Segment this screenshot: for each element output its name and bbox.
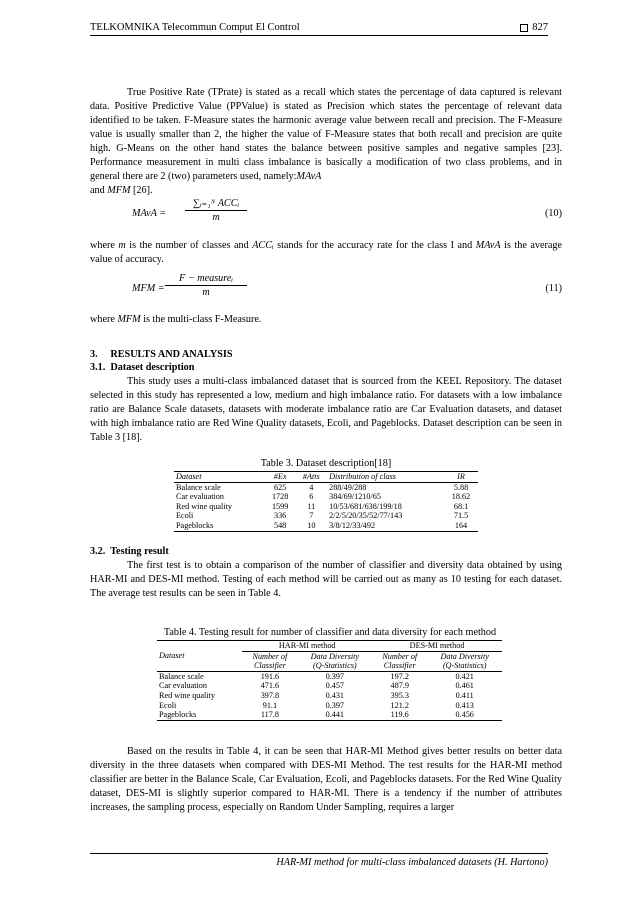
table-cell: 397.8 — [260, 690, 280, 700]
table-cell: 395.3 — [390, 690, 409, 700]
equation-10-fraction: ∑ᵢ₌₁ᴺ ACCᵢ m — [185, 198, 247, 223]
table-cell: 10 — [296, 521, 328, 531]
table-3-header-cell: #Ex — [265, 472, 296, 483]
table-cell: 197.2 — [390, 671, 409, 681]
equation-11-lhs: MFM = — [132, 283, 165, 294]
table-row — [174, 492, 478, 502]
table-3-header-cell: Distribution of class — [327, 472, 444, 483]
table-row — [174, 482, 478, 492]
table-cell: Balance scale — [176, 482, 221, 492]
table-cell: 0.456 — [427, 710, 502, 720]
table-cell: 11 — [307, 501, 316, 511]
table-cell: Ecoli — [159, 700, 177, 710]
paragraph-where-acc: where m is the number of classes and ACCᵢ stands for the accuracy rate for the class I and MAvA is the average value of accuracy. — [90, 240, 563, 265]
table-row — [157, 691, 502, 701]
table-cell: 7 — [309, 511, 314, 521]
table-4-group-header: HAR-MI method — [242, 641, 372, 652]
paragraph-testing-result: The first test is to obtain a comparison of the number of classifier and diversity data obtained by using HAR-MI and DES-MI method. Testing of each method will be carried out as many as 10 testing for each dataset. The average test results can be seen in Table 4. — [90, 560, 562, 599]
subsection-heading-dataset: 3.1. Dataset description — [90, 362, 195, 373]
table-cell: 0.421 — [455, 671, 474, 681]
subsection-heading-testing: 3.2. Testing result — [90, 546, 169, 557]
table-cell: 0.461 — [455, 681, 474, 691]
table-cell: Car evaluation — [159, 681, 207, 691]
equation-10-lhs: MAvA = — [132, 208, 167, 219]
table-cell: 191.6 — [260, 671, 280, 681]
table-row — [157, 701, 502, 711]
table-cell: Red wine quality — [176, 501, 232, 511]
table-row — [157, 681, 502, 691]
table-cell: 548 — [265, 521, 296, 531]
table-cell: 117.8 — [242, 710, 297, 720]
table-cell: 2/2/5/20/35/52/77/143 — [329, 511, 403, 521]
table-cell: 10/53/681/638/199/18 — [329, 501, 402, 511]
table-4-subheader-cell: Data Diversity — [310, 651, 360, 661]
table-cell: Red wine quality — [159, 690, 215, 700]
table-3-header-row — [174, 472, 478, 483]
table-cell: 18.62 — [451, 492, 471, 502]
table-cell: Pageblocks — [157, 710, 242, 720]
table-4-caption: Table 4. Testing result for number of classifier and data diversity for each method — [163, 627, 497, 638]
table-3 — [174, 471, 478, 532]
table-4-subheader-cell: (Q-Statistics) — [427, 661, 502, 671]
table-row — [174, 502, 478, 512]
table-3-header-cell: Dataset — [174, 472, 265, 483]
table-row — [174, 521, 478, 531]
table-cell: 0.397 — [325, 671, 345, 681]
table-4-subheader-cell: (Q-Statistics) — [298, 661, 373, 671]
table-cell: 336 — [273, 511, 287, 521]
table-row — [157, 710, 502, 720]
table-cell: 0.397 — [325, 700, 345, 710]
table-4-group-header: DES-MI method — [372, 641, 502, 652]
table-3-header-cell: IR — [444, 472, 478, 483]
paragraph-dataset-description: This study uses a multi-class imbalanced dataset that is sourced from the KEEL Repository. The dataset selected in this study has represented a low, medium and high imbalance ratio. For datasets with a low imbalance ratio are Balance Scale datasets, datasets with moderate imbalance ratio are Car Evaluation datasets, and dataset with high imbalance ratio are Red Wine Quality datasets, Ecoli, and Pageblocks. Dataset description can be seen in Table 3 [18]. — [90, 376, 562, 443]
table-cell: 487.9 — [390, 681, 409, 691]
table-cell: 68.1 — [453, 501, 469, 511]
page-number-group — [520, 22, 548, 33]
paragraph-metrics: True Positive Rate (TPrate) is stated as a recall which states the percentage of data captured is relevant data. Positive Predictive Value (PPValue) is stated as Precision which states the percentage of relevant data identified to be taken. F-Measure states the harmonic average value between recall and precision. The F-Measure value is usually smaller than 2, the higher the value of F-Measure states that both recall and precision are quite high. G-Means on the other hand states the balance between positive samples and negative samples [23]. Performance measurement in multi class imbalance is basically a modification of two class problems, and in general there are 2 (two) parameters used, namely:MAvA and MFM [26]. — [90, 87, 562, 196]
table-cell: 288/49/288 — [329, 482, 367, 492]
table-cell: 119.6 — [372, 710, 427, 720]
table-cell: 71.5 — [453, 511, 469, 521]
table-cell: 5.88 — [453, 482, 469, 492]
table-4-dataset-header: Dataset — [157, 641, 242, 672]
journal-name: TELKOMNIKA Telecommun Comput El Control — [90, 22, 300, 33]
table-4 — [157, 640, 502, 721]
table-4-subheader-cell: Number of — [252, 651, 288, 661]
table-cell: 121.2 — [390, 700, 409, 710]
table-cell: 0.431 — [325, 690, 345, 700]
table-cell: 4 — [309, 482, 314, 492]
table-cell: Car evaluation — [176, 492, 224, 502]
table-3-caption: Table 3. Dataset description[18] — [260, 458, 392, 469]
table-cell: 625 — [273, 482, 287, 492]
equation-11-number: (11) — [545, 283, 562, 294]
paragraph-where-mfm: where MFM is the multi-class F-Measure. — [90, 314, 262, 325]
table-cell: 1728 — [271, 492, 289, 502]
equation-11-fraction: F − measureᵢ m — [165, 273, 247, 298]
table-cell: 91.1 — [262, 700, 278, 710]
table-cell: 0.441 — [298, 710, 373, 720]
table-cell: 0.411 — [455, 690, 474, 700]
equation-11 — [90, 275, 562, 309]
square-icon — [520, 24, 528, 32]
paragraph-analysis: Based on the results in Table 4, it can be seen that HAR-MI Method gives better results on better data diversity in the three datasets when compared with DES-MI Method. The test results for the HAR-MI method classifier are better in the Balance Scale, Car Evaluation, Ecoli, and Pageblocks datasets. For the Red Wine Quality dataset, DES-MI is slightly superior compared to HAR-MI. There is a tendency if the number of attributes increases, the sampling process, especially on Random Under Sampling, requires a larger — [90, 746, 562, 813]
table-cell: Ecoli — [176, 511, 194, 521]
table-3-header-cell: #Atts — [296, 472, 328, 483]
table-4-subheader-cell: Number of — [382, 651, 418, 661]
table-4-subheader-cell: Data Diversity — [440, 651, 489, 661]
table-4-group-header-row — [157, 641, 502, 652]
table-row — [157, 671, 502, 681]
table-4-subheader-cell: Classifier — [242, 661, 297, 671]
table-cell: Pageblocks — [174, 521, 265, 531]
table-cell: 471.6 — [260, 681, 280, 691]
table-cell: 3/8/12/33/492 — [327, 521, 444, 531]
table-cell: Balance scale — [159, 671, 204, 681]
section-heading-results: 3. RESULTS AND ANALYSIS — [90, 349, 233, 360]
table-row — [174, 511, 478, 521]
equation-10 — [90, 200, 562, 234]
table-cell: 164 — [444, 521, 478, 531]
table-cell: 384/69/1210/65 — [329, 492, 381, 502]
running-header — [90, 22, 548, 36]
equation-10-number: (10) — [545, 208, 562, 219]
running-footer: HAR-MI method for multi-class imbalanced datasets (H. Hartono) — [90, 853, 548, 868]
table-4-subheader-cell: Classifier — [372, 661, 427, 671]
page-number: 827 — [532, 22, 548, 33]
table-cell: 0.413 — [455, 700, 474, 710]
table-cell: 6 — [309, 492, 314, 502]
table-cell: 1599 — [271, 501, 289, 511]
table-cell: 0.457 — [325, 681, 345, 691]
